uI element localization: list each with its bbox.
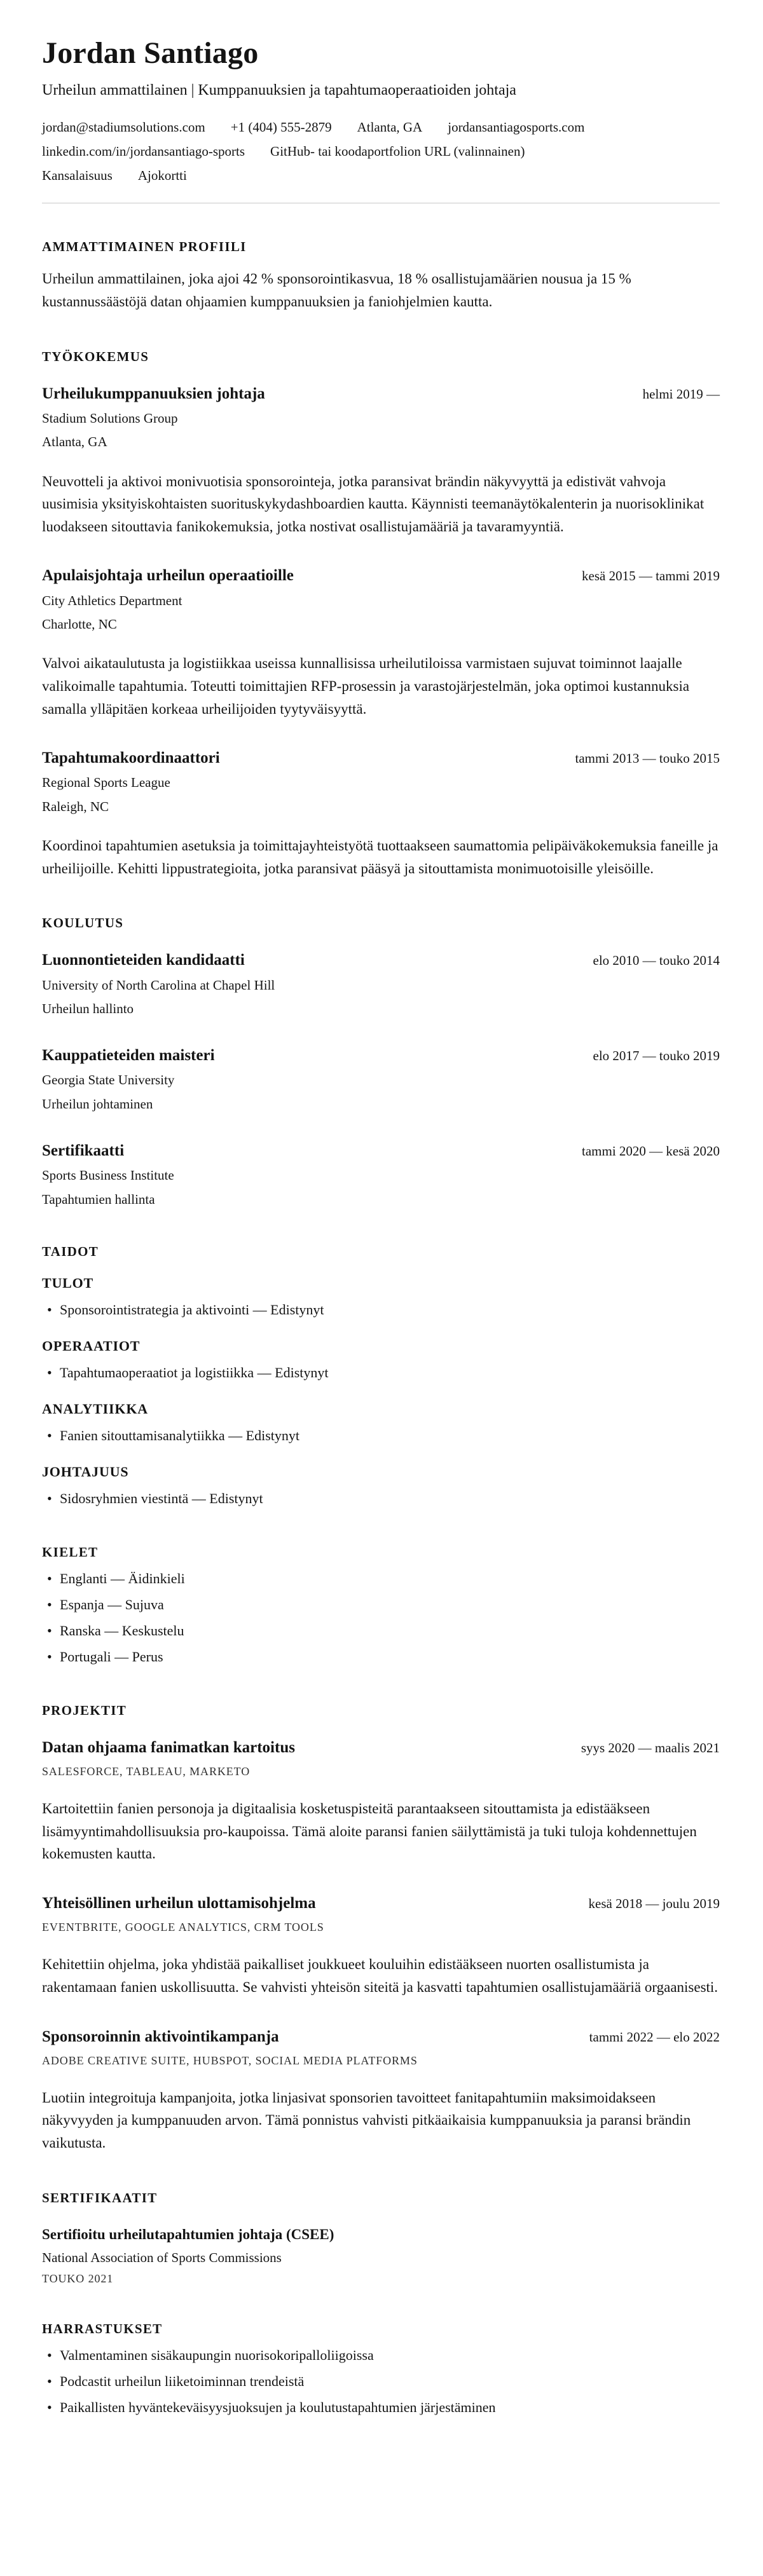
hobby-item: • Podcastit urheilun liiketoiminnan trendeistä: [42, 2371, 720, 2392]
section-title-certifications: SERTIFIKAATIT: [42, 2190, 158, 2205]
project-tools: SALESFORCE, TABLEAU, MARKETO: [42, 1765, 251, 1778]
job-entry: [42, 748, 720, 880]
job-location: Atlanta, GA: [42, 434, 107, 450]
contact-row: [42, 168, 720, 184]
project-title: Sponsoroinnin aktivointikampanja: [42, 2027, 279, 2045]
hobby-item: • Paikallisten hyväntekeväisyysjuoksujen ja koulutustapahtumien järjestäminen: [42, 2397, 720, 2418]
profile-text: Urheilun ammattilainen, joka ajoi 42 % sponsorointikasvua, 18 % osallistujamäärien nousua ja 15 % kustannussäästöjä datan ohjaamien kumppanuuksien ja faniohjelmien kautta.: [42, 271, 631, 310]
degree-school: Georgia State University: [42, 1072, 175, 1088]
contact-block: [42, 119, 720, 184]
project-header: [42, 2027, 720, 2047]
section-title-experience: TYÖKOKEMUS: [42, 348, 149, 364]
language-item: • Englanti — Äidinkieli: [42, 1568, 720, 1589]
section-experience: [42, 349, 720, 880]
job-location: Charlotte, NC: [42, 616, 117, 632]
degree-title: Kauppatieteiden maisteri: [42, 1047, 215, 1065]
section-title-projects: PROJEKTIT: [42, 1702, 127, 1718]
job-header: [42, 384, 720, 404]
degree-title: Sertifikaatti: [42, 1142, 125, 1159]
skill-list: [42, 1362, 720, 1383]
job-entry: [42, 384, 720, 538]
degree-title: Luonnontieteiden kandidaatti: [42, 951, 245, 969]
job-header: [42, 566, 720, 585]
contact-driving-license: Ajokortti: [137, 168, 187, 184]
hobby-list: [42, 2345, 720, 2418]
contact-citizenship: Kansalaisuus: [42, 168, 113, 184]
education-header: [42, 1046, 720, 1065]
project-title: Datan ohjaama fanimatkan kartoitus: [42, 1738, 295, 1756]
section-title-hobbies: HARRASTUKSET: [42, 2320, 163, 2336]
skill-group-title: TULOT: [42, 1274, 94, 1291]
skill-group-title: JOHTAJUUS: [42, 1463, 129, 1480]
section-skills: [42, 1244, 720, 1509]
job-description: Valvoi aikataulutusta ja logistiikkaa useissa kunnallisissa urheilutiloissa varmistaen sujuvat toiminnot laajalle valikoimalle tapahtumia. Toteutti toimittajien RFP-prosessin ja varastojärjestelmän, joka optimoi kustannuksia samalla ylläpitäen korkeaa urheilijoiden tyytyväisyyttä.: [42, 655, 690, 717]
section-title-profile: AMMATTIMAINEN PROFIILI: [42, 239, 247, 255]
contact-row: [42, 119, 720, 135]
person-name: Jordan Santiago: [42, 36, 259, 70]
section-projects: [42, 1703, 720, 2155]
degree-dates: elo 2017 — touko 2019: [593, 1048, 720, 1064]
certification-date: TOUKO 2021: [42, 2272, 114, 2285]
job-title: Tapahtumakoordinaattori: [42, 749, 220, 767]
certification-org: National Association of Sports Commissions: [42, 2249, 282, 2265]
project-header: [42, 1738, 720, 1757]
project-tools: EVENTBRITE, GOOGLE ANALYTICS, CRM TOOLS: [42, 1921, 324, 1934]
degree-school: Sports Business Institute: [42, 1168, 174, 1183]
skill-list: [42, 1299, 720, 1320]
degree-dates: elo 2010 — touko 2014: [593, 953, 720, 969]
project-entry: [42, 1893, 720, 1999]
project-dates: kesä 2018 — joulu 2019: [588, 1896, 720, 1912]
degree-field: Tapahtumien hallinta: [42, 1191, 155, 1207]
project-entry: [42, 1738, 720, 1865]
skill-item: • Sponsorointistrategia ja aktivointi — Edistynyt: [42, 1299, 720, 1320]
job-company: City Athletics Department: [42, 592, 182, 608]
education-header: [42, 1141, 720, 1161]
education-entry: [42, 1046, 720, 1113]
language-item: • Ranska — Keskustelu: [42, 1620, 720, 1641]
project-title: Yhteisöllinen urheilun ulottamisohjelma: [42, 1895, 316, 1912]
project-entry: [42, 2027, 720, 2155]
project-description: Kartoitettiin fanien personoja ja digitaalisia kosketuspisteitä parantaakseen sitouttamista ja edistääkseen lisämyyntimahdollisuuksia pro-kaupoissa. Tämä aloite paransi fanien säilyttämistä ja tuki tuloja kohdennettujen kokemusten kautta.: [42, 1801, 697, 1862]
section-languages: [42, 1544, 720, 1667]
skill-item: • Fanien sitouttamisanalytiikka — Edistynyt: [42, 1425, 720, 1446]
job-dates: helmi 2019 —: [642, 386, 720, 402]
skill-list: [42, 1425, 720, 1446]
education-entry: [42, 1141, 720, 1208]
section-title-education: KOULUTUS: [42, 915, 124, 931]
degree-school: University of North Carolina at Chapel Hill: [42, 977, 275, 993]
hobby-item: • Valmentaminen sisäkaupungin nuorisokoripalloliigoissa: [42, 2345, 720, 2366]
person-tagline: Urheilun ammattilainen | Kumppanuuksien ja tapahtumaoperaatioiden johtaja: [42, 82, 516, 99]
section-profile: [42, 239, 720, 313]
education-header: [42, 950, 720, 970]
job-dates: tammi 2013 — touko 2015: [575, 751, 720, 767]
project-description: Luotiin integroituja kampanjoita, jotka linjasivat sponsorien tavoitteet fanitapahtumiin maksimoidakseen näkyvyyden ja kumppanuuden arvon. Tämä ponnistus vahvisti pitkäaikaisia kumppanuuksia ja paransi brändin vaikutusta.: [42, 2089, 691, 2151]
degree-field: Urheilun johtaminen: [42, 1096, 153, 1112]
certification-entry: [42, 2225, 720, 2286]
job-title: Urheilukumppanuuksien johtaja: [42, 385, 265, 402]
section-title-skills: TAIDOT: [42, 1243, 99, 1259]
language-item: • Portugali — Perus: [42, 1646, 720, 1667]
job-description: Koordinoi tapahtumien asetuksia ja toimittajayhteistyötä tuottaakseen saumattomia pelipäiväkokemuksia faneille ja urheilijoille. Kehitti lippustrategioita, jotka paransivat pääsyä ja sitouttamista monimuotoisille yleisöille.: [42, 838, 718, 876]
degree-dates: tammi 2020 — kesä 2020: [582, 1143, 720, 1159]
job-header: [42, 748, 720, 768]
section-certifications: [42, 2190, 720, 2286]
language-list: [42, 1568, 720, 1667]
contact-linkedin: linkedin.com/in/jordansantiago-sports: [42, 144, 245, 160]
contact-location: Atlanta, GA: [357, 119, 423, 135]
contact-phone: +1 (404) 555-2879: [230, 119, 332, 135]
contact-website: jordansantiagosports.com: [448, 119, 585, 135]
project-description: Kehitettiin ohjelma, joka yhdistää paikalliset joukkueet kouluihin edistääkseen nuorten osallistumista ja rakentamaan fanien uskollisuutta. Se vahvisti yhteisön siteitä ja kasvatti tapahtumien osallistujamääriä orgaanisesti.: [42, 1956, 718, 1995]
resume-header: [42, 36, 720, 184]
job-dates: kesä 2015 — tammi 2019: [582, 568, 720, 584]
contact-email: jordan@stadiumsolutions.com: [42, 119, 205, 135]
project-dates: syys 2020 — maalis 2021: [581, 1740, 720, 1755]
section-title-languages: KIELET: [42, 1544, 99, 1560]
skill-group-title: OPERAATIOT: [42, 1337, 141, 1354]
job-location: Raleigh, NC: [42, 798, 109, 814]
contact-github-placeholder: GitHub- tai koodaportfolion URL (valinnainen): [270, 144, 525, 160]
project-header: [42, 1893, 720, 1913]
section-education: [42, 915, 720, 1208]
job-entry: [42, 566, 720, 720]
education-entry: [42, 950, 720, 1018]
job-company: Stadium Solutions Group: [42, 410, 178, 426]
job-company: Regional Sports League: [42, 775, 170, 791]
degree-field: Urheilun hallinto: [42, 1000, 134, 1016]
job-description: Neuvotteli ja aktivoi monivuotisia sponsorointeja, jotka paransivat brändin näkyvyyttä ja edistivät vahvoja uusimisia yksityiskohtaisten suorituskykydashboardien kautta. Käynnisti teemanäytökalenterin ja nuorisoklinikat luodakseen sitouttavia fanikokemuksia, jotka nostivat osallistujamääriä ja tavaramyyntiä.: [42, 473, 705, 535]
job-title: Apulaisjohtaja urheilun operaatioille: [42, 567, 294, 585]
project-dates: tammi 2022 — elo 2022: [589, 2029, 720, 2045]
contact-row: [42, 144, 720, 160]
skill-item: • Tapahtumaoperaatiot ja logistiikka — Edistynyt: [42, 1362, 720, 1383]
section-hobbies: [42, 2321, 720, 2418]
skill-list: [42, 1488, 720, 1509]
skill-group-title: ANALYTIIKKA: [42, 1400, 148, 1417]
certification-title: Sertifioitu urheilutapahtumien johtaja (CSEE): [42, 2226, 334, 2242]
language-item: • Espanja — Sujuva: [42, 1594, 720, 1615]
project-tools: ADOBE CREATIVE SUITE, HUBSPOT, SOCIAL MEDIA PLATFORMS: [42, 2054, 418, 2067]
skill-item: • Sidosryhmien viestintä — Edistynyt: [42, 1488, 720, 1509]
